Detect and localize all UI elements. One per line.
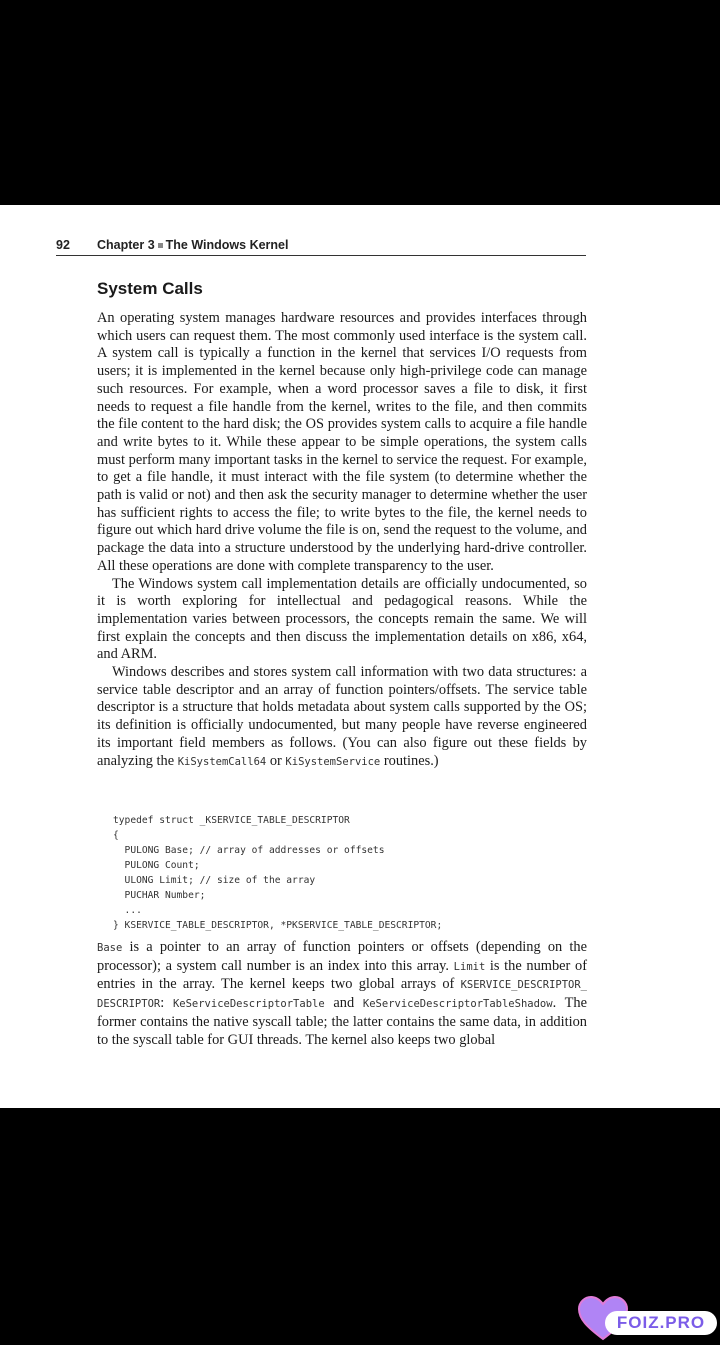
p4-text-d: and xyxy=(324,995,363,1012)
paragraph-1: An operating system manages hardware resources and provides interfaces through which users can request them. The most commonly used interface is the system call. A system call is typically a function in the kernel that services I/O requests from users; it is implemented in the kernel because only high-privilege code can manage such resources. For example, when a word processor saves a file to disk, it first needs to request a file handle from the kernel, writes to the file, and then commits the file content to the hard disk; the OS provides system calls to acquire a file handle and write bytes to it. While these appear to be simple operations, the system calls must perform many important tasks in the kernel to service the request. For example, to get a file handle, it must interact with the file system (to determine whether the path is valid or not) and then ask the security manager to determine whether the user has sufficient rights to access the file; to write bytes to the file, the kernel needs to figure out which hard drive volume the file is on, send the request to the volume, and package the data into a structure understood by the underlying hard-drive controller. All these operations are done with complete transparency to the user. xyxy=(97,310,587,574)
body-text-continued xyxy=(97,939,587,1049)
code-limit: Limit xyxy=(453,960,486,973)
watermark xyxy=(577,1295,717,1343)
p4-text-b: is the number of entries in the array. The kernel keeps two global arrays of xyxy=(97,957,587,993)
paragraph-2: The Windows system call implementation details are officially undocumented, so it is worth exploring for intellectual and pedagogical reasons. While the implementation varies between processors, the concepts remain the same. We will first explain the concepts and then discuss the implementation details on x86, x64, and ARM. xyxy=(97,575,587,663)
chapter-title: The Windows Kernel xyxy=(165,238,289,252)
p4-text-e: . The former contains the native syscall table; the latter contains the same data, in addition to the syscall table for GUI threads. The kernel also keeps two global xyxy=(97,995,587,1048)
code-base: Base xyxy=(97,942,123,954)
code-kisystemcall64: KiSystemCall64 xyxy=(177,755,267,768)
separator-square-icon xyxy=(158,243,163,248)
p4-text-c: : xyxy=(160,995,173,1012)
body-text xyxy=(97,310,587,771)
paragraph-4 xyxy=(97,939,587,1049)
p3-text-a: Windows describes and stores system call information with two data structures: a service table descriptor and an array of function pointers/offsets. The service table descriptor is a structure that holds metadata about system calls supported by the OS; its definition is officially undocumented, but many people have reverse engineered its important field members as follows. (You can also figure out these fields by analyzing the xyxy=(97,664,587,769)
paragraph-3 xyxy=(97,664,587,771)
watermark-text: FOIZ.PRO xyxy=(605,1311,717,1335)
running-header xyxy=(56,238,586,256)
code-kisystemservice: KiSystemService xyxy=(285,755,381,768)
book-page xyxy=(0,205,720,1108)
p4-text-a: is a pointer to an array of function pointers or offsets (depending on the processor); a system call number is an index into this array. xyxy=(97,939,587,974)
code-block: typedef struct _KSERVICE_TABLE_DESCRIPTOR { PULONG Base; // array of addresses or offsets PULONG Count; ULONG Limit; // size of the array PUCHAR Number; ... } KSERVICE_TABLE_DESCRIPTOR, *PKSERVICE_TABLE_DESCRIPTOR; xyxy=(113,815,443,931)
p3-text-b: or xyxy=(266,752,286,769)
chapter-label: Chapter 3 xyxy=(97,238,155,252)
code-keservicedescriptortable: KeServiceDescriptorTable xyxy=(172,998,325,1011)
p3-text-c: routines.) xyxy=(380,752,439,769)
page-number: 92 xyxy=(56,238,70,252)
section-title: System Calls xyxy=(97,279,203,298)
code-kservice-descriptor: KSERVICE_DESCRIPTOR_ DESCRIPTOR xyxy=(97,979,587,1011)
code-keservicedescriptortableshadow: KeServiceDescriptorTableShadow xyxy=(362,998,553,1011)
